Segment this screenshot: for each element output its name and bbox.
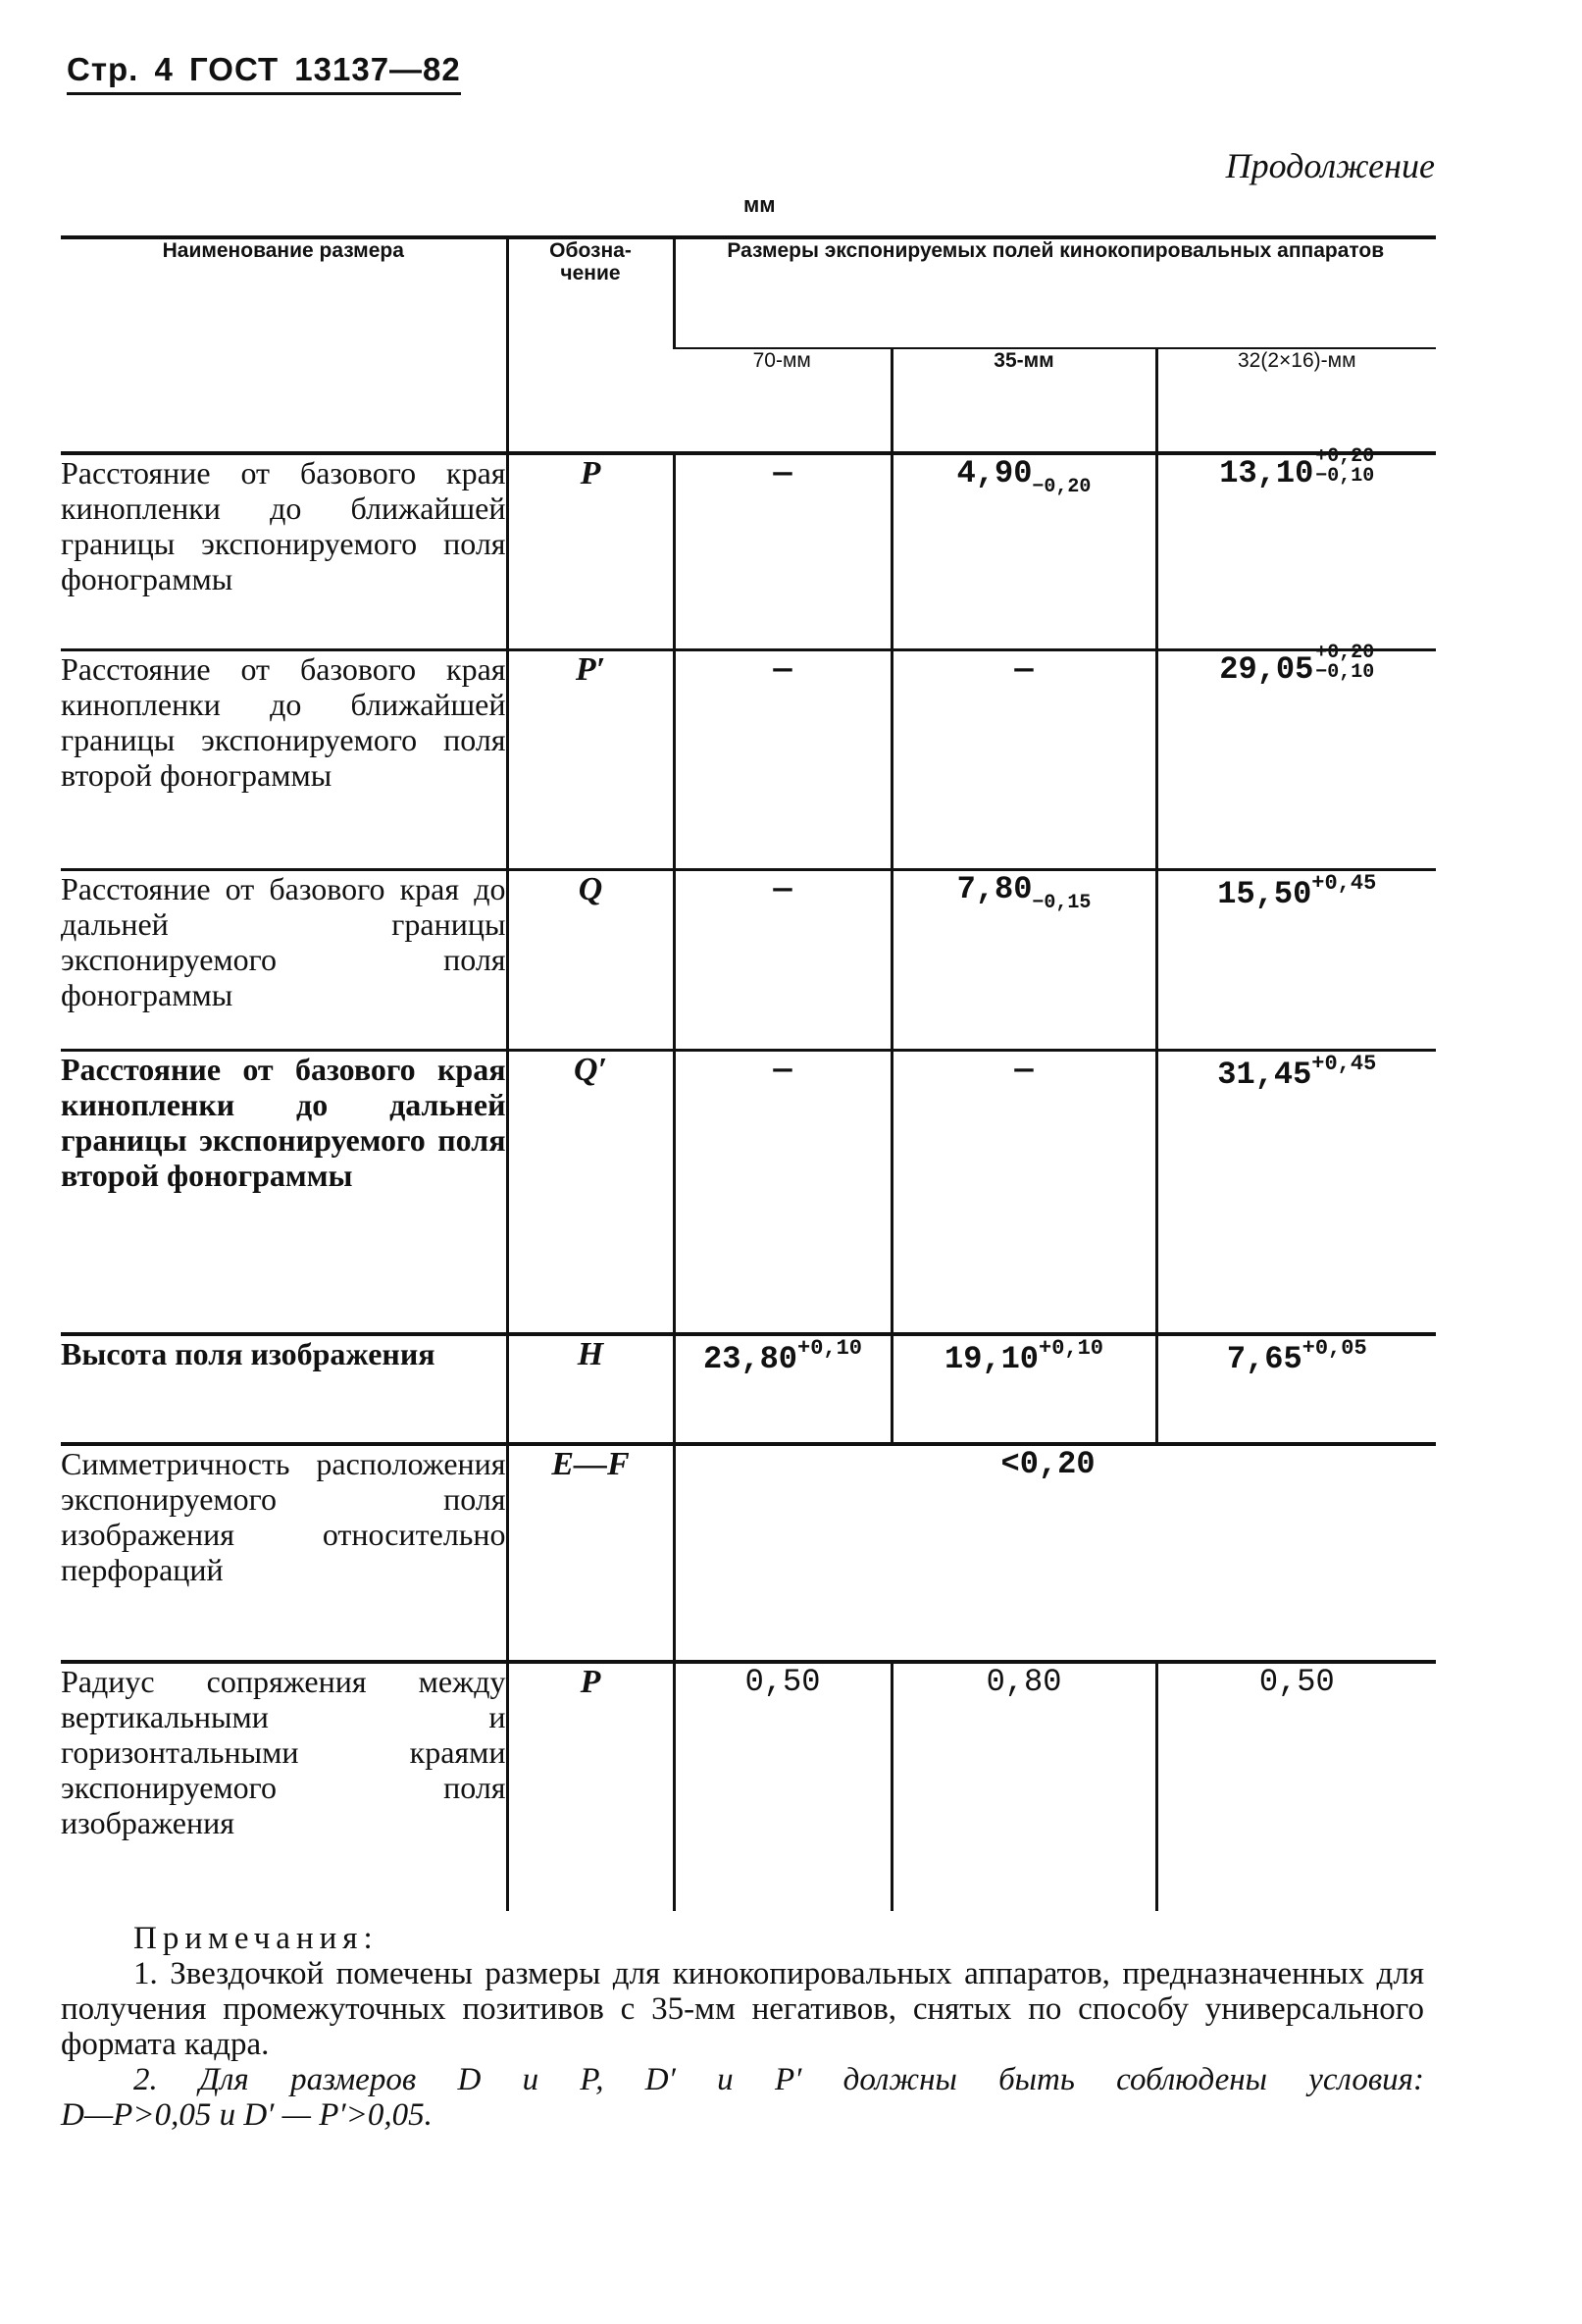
value-32mm — [1156, 641, 1436, 869]
page-number: Стр. 4 — [67, 51, 174, 87]
notes-title: Примечания: — [133, 1921, 379, 1956]
page-header — [67, 51, 461, 95]
value-base: 15,50 — [1217, 875, 1312, 912]
header-35mm: 35-мм — [892, 348, 1156, 453]
tolerance-upper: +0,20 — [1315, 641, 1375, 664]
header-32mm: 32(2×16)-мм — [1156, 348, 1436, 453]
header-name: Наименование размера — [61, 237, 507, 453]
value-tolerance — [1315, 447, 1374, 487]
value-32mm — [1156, 445, 1436, 649]
value-tolerance: +0,45 — [1311, 1051, 1377, 1076]
value-base: 29,05 — [1219, 650, 1314, 688]
header-70mm: 70-мм — [674, 348, 892, 453]
tolerance-lower: −0,10 — [1315, 465, 1375, 488]
row-name: Расстояние от базового края до дальней границы экспонируемого поля фонограммы — [61, 869, 507, 1050]
value-base: 23,80 — [702, 1341, 797, 1377]
value-base: 4,90 — [956, 455, 1033, 491]
value-base: 7,80 — [956, 870, 1033, 907]
table-row — [61, 649, 1436, 869]
tolerance-lower: −0,10 — [1315, 660, 1375, 684]
value-35mm: — — [892, 1050, 1156, 1334]
table-row — [61, 869, 1436, 1050]
value-base: 19,10 — [944, 1341, 1039, 1377]
notes-section — [61, 1921, 1424, 2133]
note-2-line-2: D—P>0,05 и D′ — P′>0,05. — [61, 2097, 433, 2133]
note-1: 1. Звездочкой помечены размеры для кинокопировальных аппаратов, предназначенных для получения промежуточных позитивов с 35-мм негативов, снятых по способу универсального формата кадра. — [61, 1956, 1424, 2062]
value-70mm: — — [674, 649, 892, 869]
row-name: Радиус сопряжения между вертикальными и горизонтальными краями экспонируемого поля изображения — [61, 1662, 507, 1911]
value-70mm: — — [674, 453, 892, 649]
row-name: Расстояние от базового края кинопленки до дальней границы экспонируемого поля второй фонограммы — [61, 1050, 507, 1334]
value-35mm — [892, 453, 1156, 649]
table-row — [61, 453, 1436, 649]
standard-label: ГОСТ — [189, 51, 280, 87]
row-symbol: Q — [507, 869, 674, 1050]
value-tolerance: −0,15 — [1032, 891, 1092, 914]
value-tolerance: +0,10 — [797, 1336, 863, 1361]
value-32mm: 0,50 — [1156, 1662, 1436, 1911]
value-base: 7,65 — [1226, 1341, 1302, 1377]
header-group: Размеры экспонируемых полей кинокопировальных аппаратов — [674, 237, 1436, 348]
value-tolerance: +0,10 — [1039, 1336, 1104, 1361]
row-name: Расстояние от базового края кинопленки до ближайшей границы экспонируемого поля фонограммы — [61, 453, 507, 649]
table-row — [61, 1662, 1436, 1911]
value-base: 13,10 — [1219, 455, 1314, 491]
continuation-label: Продолжение — [1225, 146, 1435, 185]
row-symbol: E—F — [507, 1444, 674, 1662]
value-70mm: — — [674, 869, 892, 1050]
value-tolerance — [1315, 641, 1375, 684]
table-row — [61, 1050, 1436, 1334]
row-symbol: P — [507, 1662, 674, 1911]
row-symbol: Q′ — [507, 1050, 674, 1334]
value-35mm — [892, 869, 1156, 1050]
dimensions-table — [61, 235, 1436, 1911]
value-70mm — [674, 1334, 892, 1444]
value-35mm: 0,80 — [892, 1662, 1156, 1911]
value-70mm: 0,50 — [674, 1662, 892, 1911]
tolerance-upper: +0,20 — [1315, 445, 1375, 468]
row-symbol: P′ — [507, 649, 674, 869]
value-35mm: — — [892, 649, 1156, 869]
row-name: Симметричность расположения экспонируемого поля изображения относительно перфораций — [61, 1444, 507, 1662]
note-2-line-1: 2. Для размеров D и P, D′ и P′ должны быть соблюдены условия: — [133, 2062, 1424, 2097]
header-symbol: Обозна-чение — [507, 237, 674, 453]
value-32mm — [1156, 1334, 1436, 1444]
value-32mm — [1156, 1050, 1436, 1334]
row-symbol: H — [507, 1334, 674, 1444]
value-base: 31,45 — [1217, 1056, 1312, 1093]
value-35mm — [892, 1334, 1156, 1444]
standard-number: 13137—82 — [294, 51, 461, 87]
table-row — [61, 1444, 1436, 1662]
value-tolerance: +0,05 — [1301, 1336, 1367, 1361]
value-tolerance: +0,45 — [1311, 870, 1377, 896]
value-70mm: — — [674, 1050, 892, 1334]
row-name: Высота поля изображения — [61, 1334, 507, 1444]
unit-label: мм — [743, 192, 776, 217]
row-symbol: P — [507, 453, 674, 649]
value-tolerance: −0,20 — [1032, 476, 1092, 498]
value-all-formats: <0,20 — [674, 1444, 1436, 1662]
value-32mm — [1156, 869, 1436, 1050]
row-name: Расстояние от базового края кинопленки до ближайшей границы экспонируемого поля второй фонограммы — [61, 649, 507, 869]
table-row — [61, 1334, 1436, 1444]
